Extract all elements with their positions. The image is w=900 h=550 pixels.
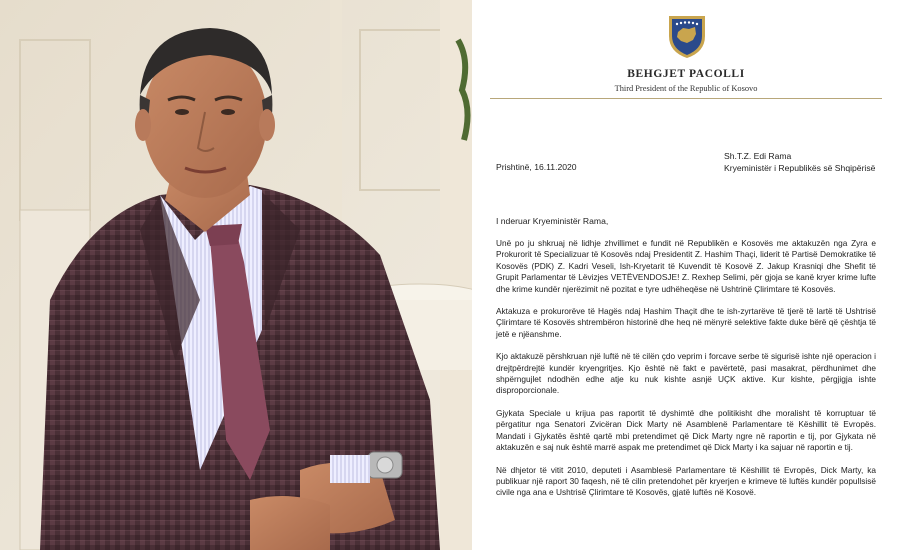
recipient-role: Kryeministër i Republikës së Shqipërisë: [724, 163, 876, 173]
letter-body: [496, 238, 876, 510]
paragraph: Kjo aktakuzë përshkruan një luftë në të cilën çdo veprim i forcave serbe të sigurisë ishte një operacion i drejtpërdrejtë kundër kryengritjes. Kjo është në fakt e pavërtetë, pasi masakrat, përdhunimet dhe shpërngujlet ndodhën edhe atje ku nuk kishte asnjë UÇK aktive. Kur kishte, përgjigja ishte disproporcionale.: [496, 351, 876, 396]
letterhead-divider: [490, 98, 882, 99]
letter-page: [472, 0, 900, 550]
place-date: Prishtinë, 16.11.2020: [496, 162, 577, 172]
paragraph: Unë po ju shkruaj në lidhje zhvillimet e fundit në Republikën e Kosovës me aktakuzën nga Zyra e Prokurorit të Specializuar të Kosovës ndaj Presidentit Z. Hashim Thaçi, liderit të Partisë Demokratike të Kosovës (PDK) Z. Kadri Veseli, Ish-Kryetarit të Kuvendit të Kosovë Z. Jakup Krasniqi dhe Shefit të Grupit Parlamentar të Lëvizjes VETËVENDOSJE! Z. Rexhep Selimi, për gjoja se kanë kryer krime lufte dhe krime kundër njerëzimit në pozitat e tyre udhëheqëse në Ushtrinë Çlirimtare të Kosovës.: [496, 238, 876, 294]
paragraph: Gjykata Speciale u krijua pas raportit të dyshimtë dhe politikisht dhe moralisht të korruptuar të përgatitur nga Senatori Zvicëran Dick Marty në Asamblenë Parlamentare të Këshillit të Evropës. Mandati i Gjykatës është qartë mbi pretendimet që Dick Marty ngre në raportin e tij, por Gjykata në aktakuzën e saj nuk është marrë aspak me pretendimet që Dick Marty i ka sajuar në raportin e tij.: [496, 407, 876, 453]
paragraph: Në dhjetor të vitit 2010, deputeti i Asamblesë Parlamentare të Këshillit të Evropës, Dick Marty, ka publikuar një raport 30 faqesh, në të cilin pretendohet për kryerjen e krimeve të luftës kundër popullsisë civile nga ana e Ushtrisë Çlirimtare të Kosovës, gjatë luftës në Kosovë.: [496, 464, 876, 498]
recipient-block: [724, 150, 875, 174]
letterhead-name: BEHGJET PACOLLI: [627, 68, 745, 80]
salutation: I nderuar Kryeministër Rama,: [496, 216, 609, 226]
recipient-title: Sh.T.Z. Edi Rama: [724, 151, 792, 161]
letterhead-subtitle: Third President of the Republic of Kosovo: [614, 84, 758, 93]
kosovo-emblem-icon: [665, 14, 709, 60]
paragraph: Aktakuza e prokurorëve të Hagës ndaj Hashim Thaçit dhe te ish-zyrtarëve të tjerë të lartë të Ushtrisë Çlirimtare të Kosovës shtrembëron historinë dhe heq në mënyrë selektive fakte duke bërë që çështja të jetë e njëanshme.: [496, 306, 876, 339]
